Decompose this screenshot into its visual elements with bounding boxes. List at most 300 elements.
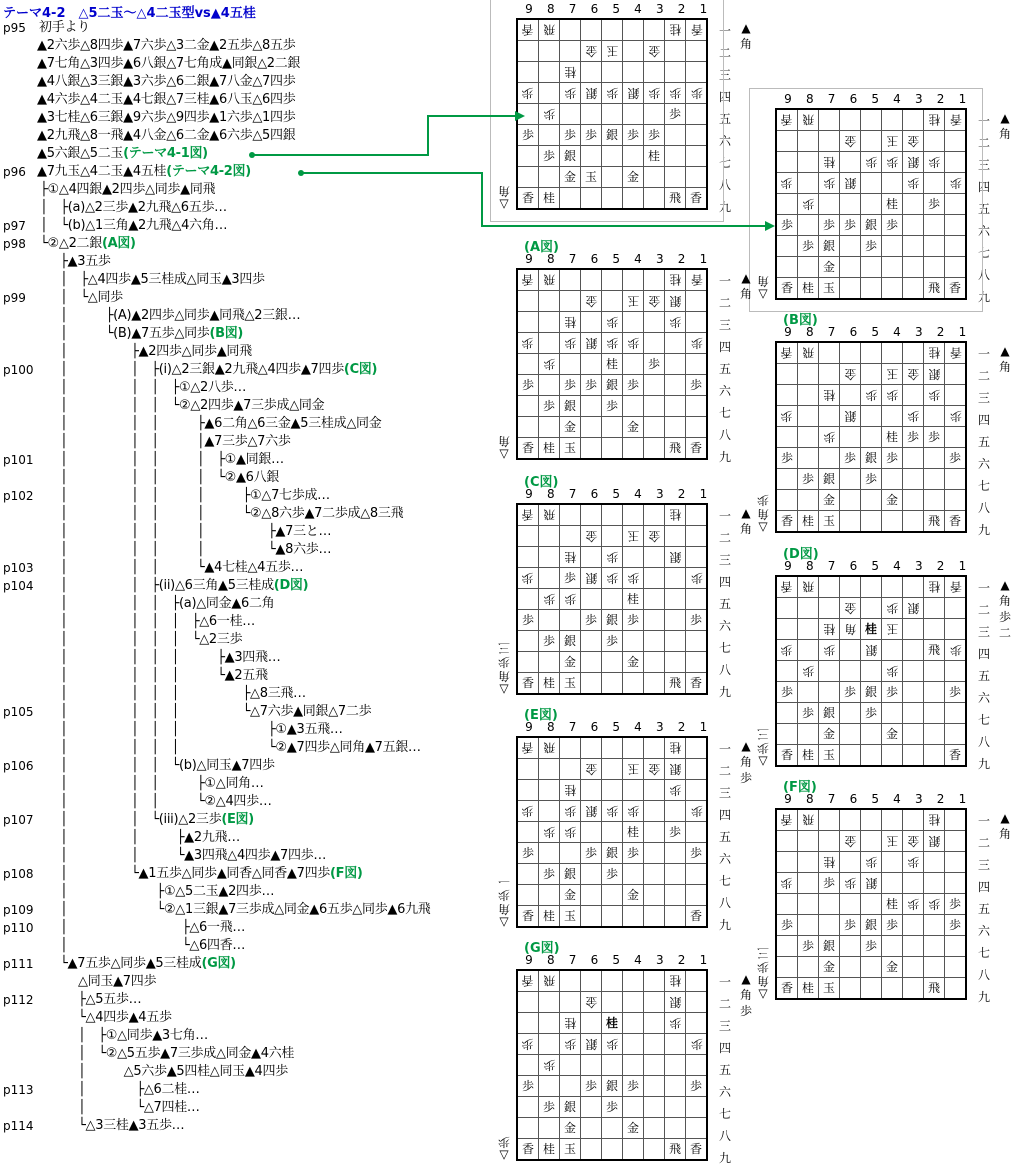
file-label: 9 [784,92,792,106]
file-label: 5 [871,792,879,806]
board-square: 歩 [924,385,945,406]
board-square: 銀 [665,547,686,568]
move-text: └▲7五歩△同歩▲5三桂成 [60,956,202,971]
move-text: │ └△7四桂… [78,1100,200,1115]
board-square: 金 [623,1118,644,1139]
file-label: 6 [590,953,599,967]
board-square: 歩 [517,843,539,864]
rank-label: 五 [718,112,731,126]
board-square: 飛 [798,809,819,831]
move-text: │ │ │ └②△4四歩… [60,794,272,809]
board-square: 歩 [517,568,539,589]
rank-label: 八 [718,1129,731,1143]
file-label: 5 [612,487,620,501]
board-square: 歩 [882,598,903,619]
board-caption: (D図) [783,547,819,562]
board-square: 歩 [517,610,539,631]
file-label: 1 [699,487,708,501]
board-square: 桂 [798,511,819,533]
board-caption: (A図) [524,240,559,255]
board-square: 歩 [560,333,581,354]
rank-label: 九 [977,523,990,537]
rank-label: 二 [977,136,990,150]
file-label: 1 [958,559,967,573]
board-square: 歩 [882,152,903,173]
board-square: 銀 [560,1097,581,1118]
board-square: 歩 [776,406,798,427]
rank-label: 九 [718,918,731,932]
board-square: 金 [623,417,644,438]
rank-label: 八 [977,501,990,515]
rank-label: 四 [718,808,731,822]
file-label: 8 [546,720,555,734]
page-ref: p104 [3,579,34,593]
board-square: 銀 [560,396,581,417]
board-square: 歩 [623,333,644,354]
move-text: │ └△6四香… [60,938,246,953]
file-label: 2 [677,252,686,266]
file-label: 7 [827,92,836,106]
file-label: 4 [893,325,901,339]
rank-label: 七 [977,946,990,960]
board-square: 桂 [798,745,819,767]
board-square: 金 [581,291,602,312]
rank-label: 二 [718,46,731,60]
file-label: 3 [655,252,664,266]
file-label: 9 [784,325,792,339]
rank-label: 二 [977,836,990,850]
move-text: │ ├①△5二玉▲2四歩… [60,884,275,899]
arrow-head-theme41 [515,111,525,121]
move-text: │ │ │ ├▲6二角△6三金▲5三桂成△同金 [60,416,382,431]
board-square: 香 [686,188,708,210]
rank-label: 四 [977,880,990,894]
board-square: 歩 [623,1076,644,1097]
file-label: 3 [655,720,664,734]
board-square: 歩 [924,194,945,215]
board-square: 桂 [665,970,686,992]
board-square: 歩 [840,873,861,894]
board-square: 歩 [903,852,924,873]
move-text: │ │ ├▲2九飛… [60,830,240,845]
board-square: 歩 [798,469,819,490]
rank-label: 三 [718,1019,731,1033]
board-square: 香 [517,269,539,291]
board-square: 銀 [840,173,861,194]
rank-label: 一 [718,274,731,288]
board-square: 歩 [602,1034,623,1055]
sente-hand: ▲角歩 [739,972,752,1018]
board-square: 香 [517,19,539,41]
board-square: 桂 [819,152,840,173]
board-square: 金 [819,957,840,978]
board-square: 歩 [602,83,623,104]
board-square: 歩 [861,852,882,873]
file-label: 3 [914,325,923,339]
move-text: │ │ │ │ └②▲6八銀 [60,470,280,485]
file-label: 2 [677,953,686,967]
rank-label: 六 [718,1085,731,1099]
file-label: 1 [699,720,708,734]
rank-label: 六 [718,134,731,148]
rank-label: 八 [718,896,731,910]
board-square: 金 [644,291,665,312]
board-square: 歩 [602,396,623,417]
file-label: 4 [634,487,642,501]
board-square: 歩 [602,1097,623,1118]
board-square: 飛 [539,269,560,291]
move-text: │ ├△6二桂… [78,1082,200,1097]
board-square: 香 [776,809,798,831]
move-text: │ │ │ │ └②△8六歩▲7二歩成△8三飛 [60,506,404,521]
file-label: 7 [568,487,577,501]
rank-label: 二 [718,764,731,778]
move-text: │ ├△6一飛… [60,920,246,935]
page-ref: p96 [3,165,26,179]
file-label: 6 [590,720,599,734]
board-square: 香 [517,673,539,695]
rank-label: 二 [718,296,731,310]
board-square: 桂 [560,780,581,801]
board-square: 桂 [539,1139,560,1161]
board-square: 香 [686,269,708,291]
move-text: │ ├(A)▲2四歩△同歩▲同飛△2三銀… [60,308,301,323]
board-square: 歩 [686,568,708,589]
file-label: 5 [871,325,879,339]
board-square: 飛 [665,188,686,210]
board-square: 歩 [539,822,560,843]
move-text: │ │ │ ├①△同角… [60,776,264,791]
rank-label: 二 [977,603,990,617]
file-label: 7 [568,2,577,16]
board-square: 歩 [539,1097,560,1118]
file-label: 6 [849,92,858,106]
board-square: 歩 [686,801,708,822]
page-ref: p105 [3,705,34,719]
file-label: 2 [936,559,945,573]
board-square: 銀 [665,992,686,1013]
board-square: 桂 [602,1013,623,1034]
move-text: │ ├△4四歩▲5三桂成△同玉▲3四歩 [60,272,265,287]
board-square: 桂 [665,269,686,291]
board-square: 金 [560,885,581,906]
board-square: 玉 [560,673,581,695]
board-square: 金 [581,526,602,547]
board-square: 銀 [861,640,882,661]
board-square: 銀 [602,1076,623,1097]
board-square: 歩 [776,915,798,936]
board-square: 歩 [560,568,581,589]
move-text: ▲3七桂△6三銀▲9六歩△9四歩▲1六歩△1四歩 [37,110,296,125]
move-text: 初手より [39,20,90,35]
move-text: │ │ │ │ └△2三歩 [60,632,243,647]
board-square: 金 [623,885,644,906]
board-square: 金 [903,131,924,152]
rank-label: 八 [718,663,731,677]
move-text: │ │ │ │ ├①▲3五飛… [60,722,343,737]
move-text: │ │ │ │ ├▲7三と… [60,524,332,539]
board-square: 飛 [798,576,819,598]
board-caption: (F図) [783,780,817,795]
rank-label: 七 [718,1107,731,1121]
board-square: 金 [560,417,581,438]
rank-label: 五 [977,669,990,683]
file-label: 5 [612,252,620,266]
board-square: 桂 [665,19,686,41]
file-label: 6 [590,2,599,16]
board-square: 歩 [945,894,967,915]
rank-label: 一 [718,975,731,989]
rank-label: 九 [718,685,731,699]
move-text: ▲7九玉△4二玉▲4五桂 [37,164,167,179]
board-square: 歩 [581,610,602,631]
move-text: │ │ │ │ ├▲3四飛… [60,650,281,665]
board-square: 角 [840,619,861,640]
board-square: 歩 [517,375,539,396]
page-ref: p114 [3,1119,34,1133]
rank-label: 三 [977,625,990,639]
board-square: 歩 [686,610,708,631]
board-square: 歩 [686,1076,708,1097]
board-square: 飛 [665,438,686,460]
file-label: 4 [893,559,901,573]
move-text: │ │ │ │ └▲8六歩… [60,542,332,557]
rank-label: 三 [977,858,990,872]
board-square: 歩 [602,333,623,354]
board-square: 歩 [665,312,686,333]
board-square: 歩 [602,631,623,652]
board-square: 歩 [882,215,903,236]
board-square: 桂 [819,852,840,873]
board-square: 歩 [602,864,623,885]
board-square: 銀 [560,146,581,167]
board-square: 歩 [560,1034,581,1055]
file-label: 4 [893,792,901,806]
board-square: 桂 [602,354,623,375]
board-square: 銀 [819,236,840,257]
board-square: 銀 [560,631,581,652]
sente-hand: ▲角 [998,344,1011,374]
file-label: 3 [914,792,923,806]
board-caption: (G図) [524,941,560,956]
board-square: 香 [945,576,967,598]
board-square: 歩 [539,1055,560,1076]
rank-label: 四 [977,413,990,427]
board-square: 飛 [665,673,686,695]
file-label: 4 [634,953,642,967]
board-square: 香 [776,978,798,1000]
board-square: 歩 [602,801,623,822]
board-square: 銀 [581,83,602,104]
rank-label: 六 [718,384,731,398]
file-label: 8 [546,2,555,16]
move-text: │ ├▲2四歩△同歩▲同飛 [60,344,252,359]
board-square: 桂 [882,194,903,215]
board-square: 金 [581,992,602,1013]
board-square: 歩 [602,547,623,568]
board-square: 飛 [924,511,945,533]
board-square: 歩 [517,125,539,146]
file-label: 5 [612,953,620,967]
board-square: 香 [776,342,798,364]
board-square: 金 [903,364,924,385]
gote-hand: △角 [498,184,511,212]
move-text: ▲4六歩△4二玉▲4七銀△7三桂▲6八玉△6四歩 [37,92,296,107]
gote-hand: △角歩一 [498,874,511,930]
move-text: │ │ │ │ └△7六歩▲同銀△7二歩 [60,704,372,719]
file-label: 9 [525,252,533,266]
page-ref: p107 [3,813,34,827]
arrow-dot-theme42 [298,170,304,176]
board-square: 歩 [798,236,819,257]
board-square: 飛 [798,109,819,131]
gote-hand: △角歩 [757,493,770,535]
board-square: 桂 [861,619,882,640]
board-square: 歩 [798,194,819,215]
arrow-theme42 [301,173,765,226]
page-ref: p112 [3,993,34,1007]
board-square: 歩 [861,385,882,406]
board-square: 歩 [539,146,560,167]
board-square: 玉 [581,167,602,188]
move-text: │ │ │ │ ├①▲同銀… [60,452,284,467]
board-square: 金 [581,41,602,62]
page-ref: p108 [3,867,34,881]
file-label: 9 [784,559,792,573]
board-square: 歩 [945,915,967,936]
rank-label: 七 [977,479,990,493]
board-square: 歩 [665,780,686,801]
gote-hand: △角歩三 [757,946,770,1002]
board-square: 金 [819,724,840,745]
board-square: 歩 [840,682,861,703]
board-square: 歩 [882,915,903,936]
rank-label: 一 [718,509,731,523]
rank-label: 五 [977,902,990,916]
board-square: 玉 [623,759,644,780]
file-label: 6 [849,325,858,339]
board-square: 玉 [882,831,903,852]
board-square: 桂 [882,894,903,915]
rank-label: 三 [718,68,731,82]
board-square: 飛 [924,978,945,1000]
board-square: 金 [560,652,581,673]
board-square: 金 [560,1118,581,1139]
file-label: 6 [590,252,599,266]
arrow-dot-theme41 [249,152,255,158]
rank-label: 九 [977,990,990,1004]
board-square: 歩 [861,152,882,173]
rank-label: 八 [718,178,731,192]
file-label: 1 [958,792,967,806]
board-square: 香 [686,673,708,695]
board-square: 金 [819,257,840,278]
board-square: 歩 [560,125,581,146]
board-square: 歩 [560,589,581,610]
rank-label: 六 [977,924,990,938]
board-square: 歩 [861,703,882,724]
board-square: 歩 [945,448,967,469]
board-square: 玉 [819,745,840,767]
page-ref: p113 [3,1083,34,1097]
rank-label: 五 [718,1063,731,1077]
board-square: 金 [882,724,903,745]
rank-label: 四 [718,1041,731,1055]
board-square: 歩 [776,682,798,703]
board-square: 歩 [840,915,861,936]
board-square: 金 [840,831,861,852]
rank-label: 一 [977,581,990,595]
board-square: 歩 [903,406,924,427]
board-square: 銀 [581,568,602,589]
board-square: 歩 [539,104,560,125]
board-square: 歩 [798,703,819,724]
board-square: 香 [517,438,539,460]
board-square: 歩 [861,936,882,957]
board-square: 香 [776,576,798,598]
board-square: 桂 [560,547,581,568]
board-square: 歩 [945,682,967,703]
figure-ref: (テーマ4-2図) [166,164,251,179]
board-square: 銀 [903,598,924,619]
board-square: 歩 [581,1076,602,1097]
page-ref: p103 [3,561,34,575]
board-square: 銀 [602,843,623,864]
rank-label: 五 [718,597,731,611]
board-square: 銀 [819,703,840,724]
rank-label: 七 [718,156,731,170]
move-text: │ ├①△同歩▲3七角… [78,1028,208,1043]
board-square: 銀 [819,936,840,957]
sente-hand: ▲角 [739,506,752,536]
board-square: 香 [517,188,539,210]
rank-label: 七 [977,713,990,727]
file-label: 1 [958,325,967,339]
board-square: 金 [581,759,602,780]
page-ref: p99 [3,291,26,305]
move-text: ▲5六銀△5二玉 [37,146,124,161]
board-square: 飛 [539,19,560,41]
move-text: │ │ │ │▲7三歩△7六歩 [60,434,291,449]
rank-label: 四 [977,647,990,661]
board-square: 銀 [861,682,882,703]
move-text: │ │ │ └(b)△同玉▲7四歩 [60,758,275,773]
file-label: 8 [805,792,814,806]
board-square: 銀 [665,291,686,312]
board-square: 歩 [945,406,967,427]
page-ref: p111 [3,957,34,971]
board-square: 歩 [560,375,581,396]
board-square: 桂 [798,278,819,300]
board-square: 歩 [665,1013,686,1034]
board-square: 銀 [840,406,861,427]
file-label: 6 [849,559,858,573]
move-text: │ └②△5五歩▲7三歩成△同金▲4六桂 [78,1046,295,1061]
board-square: 飛 [798,342,819,364]
file-label: 3 [655,953,664,967]
rank-label: 七 [718,874,731,888]
board-square: 玉 [819,511,840,533]
board-square: 桂 [623,822,644,843]
gote-hand: △角歩三 [498,641,511,697]
board-square: 歩 [644,83,665,104]
board-square: 歩 [903,894,924,915]
board-square: 金 [882,490,903,511]
board-square: 飛 [924,640,945,661]
board-square: 歩 [924,894,945,915]
board-square: 歩 [623,375,644,396]
rank-label: 八 [977,268,990,282]
